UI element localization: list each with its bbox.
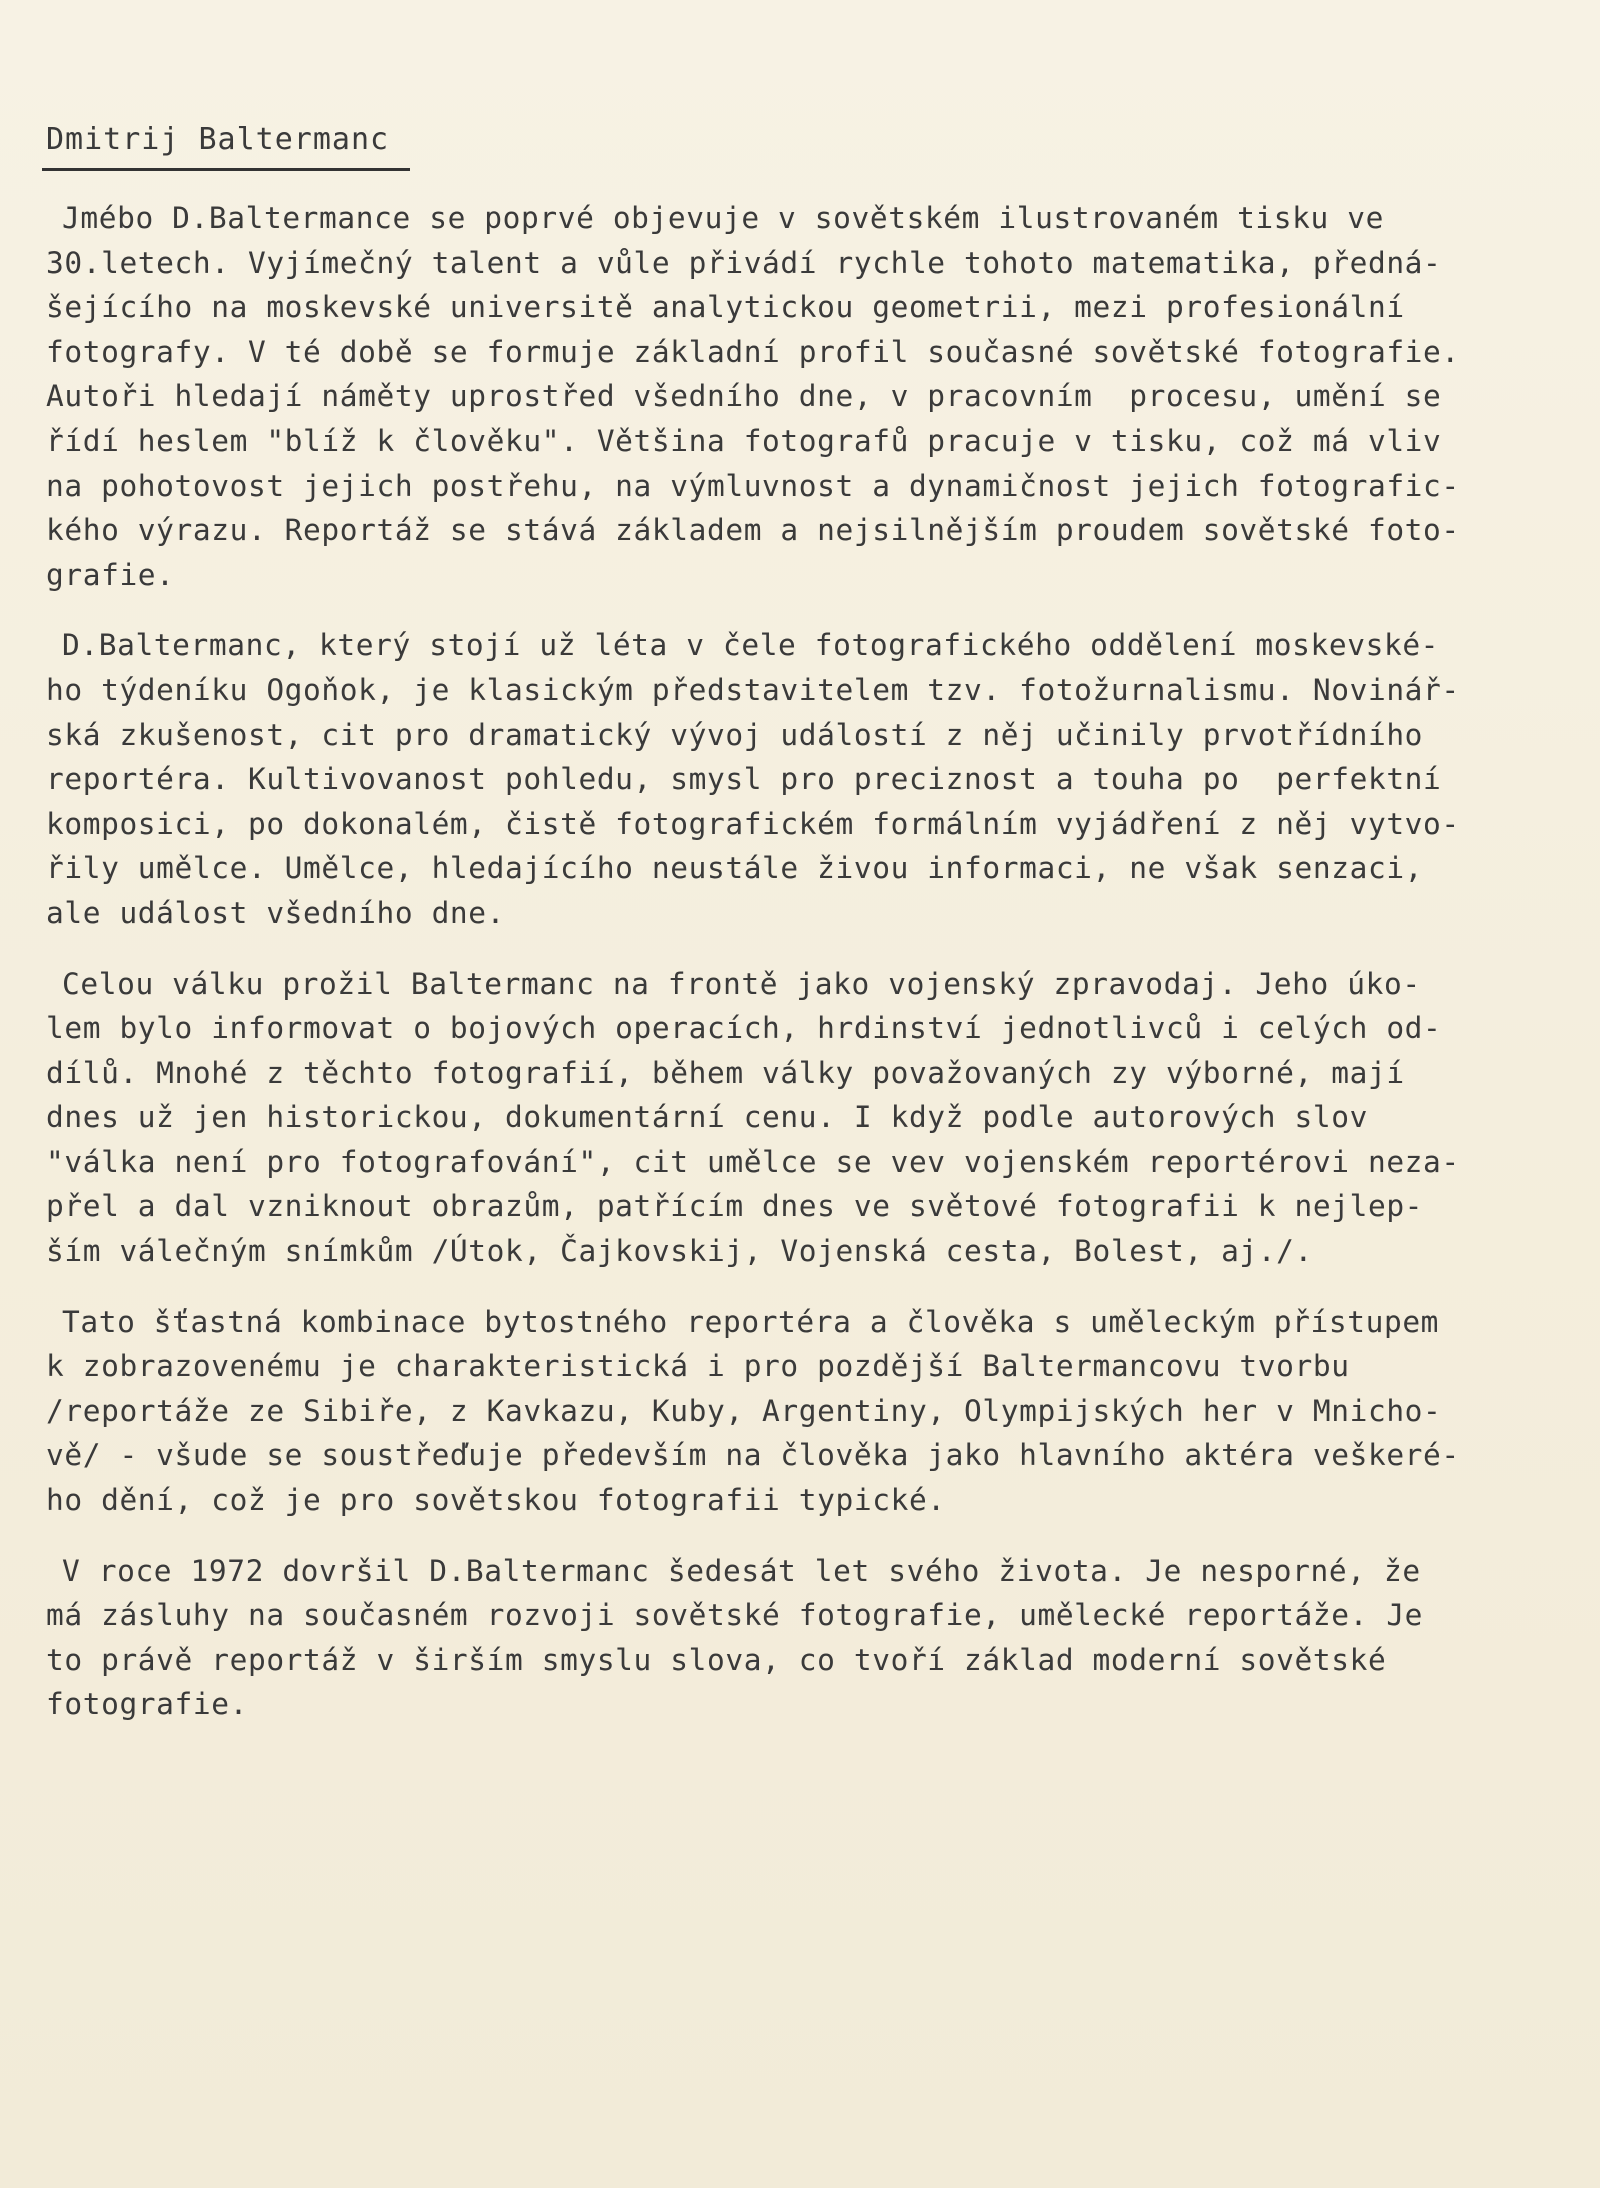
text-line: řídí heslem "blíž k člověku". Většina fotografů pracuje v tisku, což má vliv xyxy=(46,423,1442,458)
text-line: ská zkušenost, cit pro dramatický vývoj událostí z něj učinily prvotřídního xyxy=(46,717,1424,752)
text-line: ším válečným snímkům /Útok, Čajkovskij, Vojenská cesta, Bolest, aj./. xyxy=(46,1234,1313,1269)
paragraph-4 xyxy=(46,1300,1566,1523)
paragraph-1 xyxy=(46,196,1566,597)
paragraph-5 xyxy=(46,1549,1566,1727)
text-line: přel a dal vzniknout obrazům, patřícím dnes ve světové fotografii k nejlep- xyxy=(46,1189,1424,1224)
text-line: "válka není pro fotografování", cit umělce se vev vojenském reportérovi neza- xyxy=(46,1144,1460,1179)
text-line: lem bylo informovat o bojových operacích, hrdinství jednotlivců i celých od- xyxy=(46,1011,1442,1046)
text-line: ale událost všedního dne. xyxy=(46,895,506,930)
text-line: fotografie. xyxy=(46,1687,248,1722)
paragraph-2 xyxy=(46,623,1566,935)
text-line: 30.letech. Vyjímečný talent a vůle přivádí rychle tohoto matematika, předná- xyxy=(46,245,1442,280)
text-line: reportéra. Kultivovanost pohledu, smysl pro preciznost a touha po perfektní xyxy=(46,762,1442,797)
text-line: ho dění, což je pro sovětskou fotografii typické. xyxy=(46,1483,946,1518)
page-title: Dmitrij Baltermanc xyxy=(46,122,390,157)
text-line: komposici, po dokonalém, čistě fotografickém formálním vyjádření z něj vytvo- xyxy=(46,806,1460,841)
text-line: /reportáže ze Sibiře, z Kavkazu, Kuby, Argentiny, Olympijských her v Mnicho- xyxy=(46,1393,1442,1428)
text-line: šejícího na moskevské universitě analytickou geometrii, mezi profesionální xyxy=(46,290,1405,325)
title-underline xyxy=(42,168,410,171)
text-line: vě/ - všude se soustřeďuje především na člověka jako hlavního aktéra veškeré- xyxy=(46,1438,1460,1473)
text-line: grafie. xyxy=(46,557,175,592)
paragraph-3 xyxy=(46,962,1566,1274)
article-body xyxy=(46,196,1566,1753)
text-line: dílů. Mnohé z těchto fotografií, během války považovaných zy výborné, mají xyxy=(46,1055,1405,1090)
text-line: má zásluhy na současném rozvoji sovětské fotografie, umělecké reportáže. Je xyxy=(46,1598,1424,1633)
text-line: fotografy. V té době se formuje základní profil současné sovětské fotografie. xyxy=(46,334,1460,369)
text-line: ho týdeníku Ogoňok, je klasickým představitelem tzv. fotožurnalismu. Novinář- xyxy=(46,672,1460,707)
text-line: Autoři hledají náměty uprostřed všedního dne, v pracovním procesu, umění se xyxy=(46,379,1442,414)
text-line: Jmébo D.Baltermance se poprvé objevuje v sovětském ilustrovaném tisku ve xyxy=(62,201,1384,235)
text-line: na pohotovost jejich postřehu, na výmluvnost a dynamičnost jejich fotografic- xyxy=(46,468,1460,503)
text-line: kého výrazu. Reportáž se stává základem a nejsilnějším proudem sovětské foto- xyxy=(46,513,1460,548)
text-line: řily umělce. Umělce, hledajícího neustále živou informaci, ne však senzaci, xyxy=(46,851,1424,886)
text-line: V roce 1972 dovršil D.Baltermanc šedesát let svého života. Je nesporné, že xyxy=(62,1553,1421,1588)
text-line: to právě reportáž v širším smyslu slova, co tvoří základ moderní sovětské xyxy=(46,1642,1387,1677)
text-line: Tato šťastná kombinace bytostného reportéra a člověka s uměleckým přístupem xyxy=(62,1304,1440,1339)
text-line: dnes už jen historickou, dokumentární cenu. I když podle autorových slov xyxy=(46,1100,1368,1135)
text-line: D.Baltermanc, který stojí už léta v čele fotografického oddělení moskevské- xyxy=(62,628,1440,663)
text-line: k zobrazovenému je charakteristická i pro pozdější Baltermancovu tvorbu xyxy=(46,1349,1350,1384)
text-line: Celou válku prožil Baltermanc na frontě jako vojenský zpravodaj. Jeho úko- xyxy=(62,966,1421,1001)
